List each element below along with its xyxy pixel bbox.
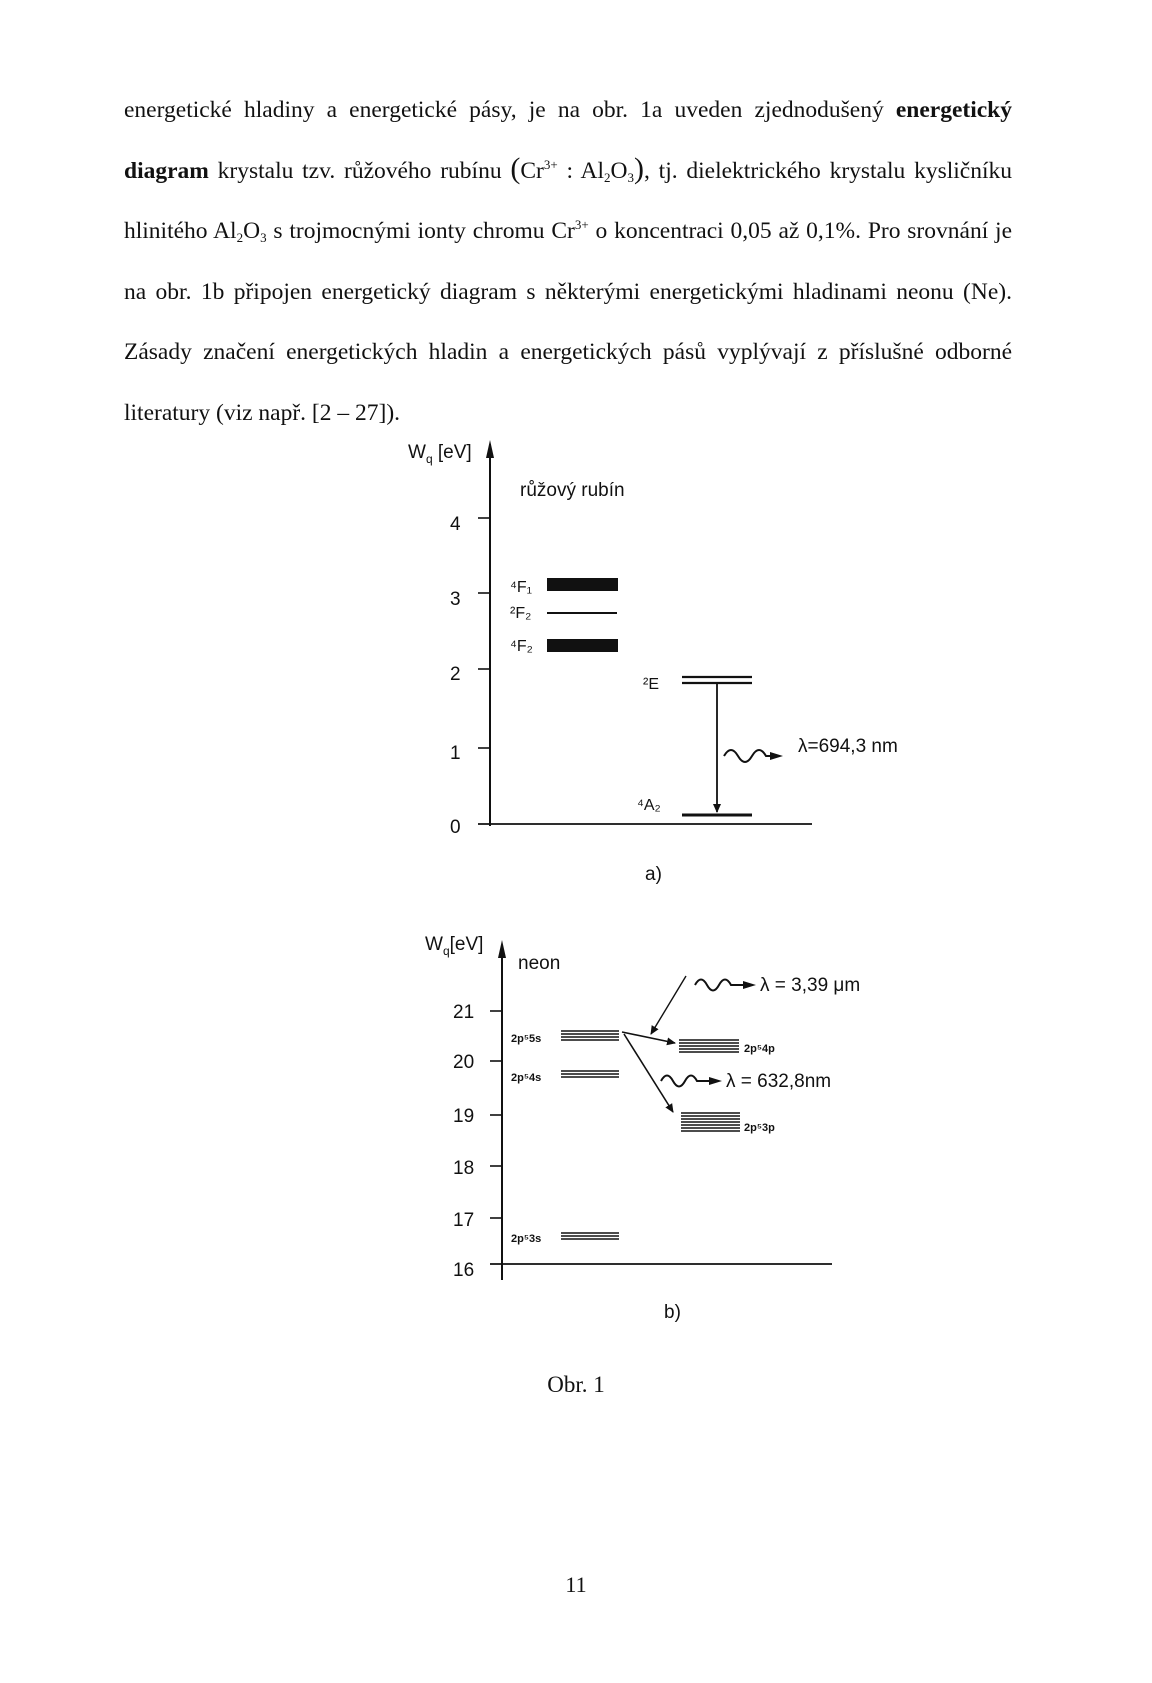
figure-sublabel-a: a) [645,864,662,885]
tick-label: 18 [453,1158,475,1179]
tick-label: 0 [450,817,461,838]
emission-wave-icon [724,750,772,762]
level-label-2F2: ²F₂ [510,605,532,622]
bold-term: energetický diagram [124,97,1012,184]
emission-label-b1: λ = 3,39 μm [760,975,861,996]
figure-sublabel-b: b) [664,1302,681,1323]
text-run: o koncentraci 0,05 až 0,1%. Pro srovnání je na obr. 1b připojen energetický diagram s některými energetickými hladinami neonu (Ne). Zásady značení energetických hladin a energetických pásů vyplývají z příslušné odborné literatury (viz např. [124,218,1013,426]
tick-label: 21 [453,1002,475,1023]
emission-arrow-icon [743,981,756,989]
tick-label: 17 [453,1210,475,1231]
emission-label-b2: λ = 632,8nm [726,1071,832,1092]
ruby-formula: ($Cr^{3+}$ : $Al_2O_3$) [510,151,644,185]
reference: [2 – 27] [311,399,387,426]
transition-arrow-5s-3p [624,1034,673,1112]
level-2p54p-band [679,1040,739,1052]
y-ticks [490,1011,502,1218]
tick-label: 20 [453,1052,475,1073]
axis-label-b: $W_q[eV]$ [425,934,484,958]
diagram-title-a: růžový rubín [520,480,625,501]
level-4F2-band [547,639,618,652]
text-run: krystalu tzv. růžového rubínu [208,157,511,184]
axis-label-a: $W_q$ [eV] [408,442,472,466]
level-label-2p53s: 2p⁵3s [511,1233,542,1245]
emission-label-a: λ=694,3 nm [798,736,898,757]
diagram-title-b: neon [518,953,561,974]
level-4F1-band [547,578,618,591]
level-label-4F2: ⁴F₂ [510,638,533,655]
level-label-2p54p: 2p⁵4p [744,1043,775,1055]
level-label-2E: ²E [643,676,659,693]
tick-label: 1 [450,743,461,764]
text-run: ). [386,399,401,426]
transition-arrow-5s-4p [622,1032,675,1043]
level-2p55s-band [561,1031,619,1040]
level-label-4A2: ⁴A₂ [637,797,661,814]
y-axis-arrow-icon [486,440,494,458]
level-label-2p55s: 2p⁵5s [511,1033,542,1045]
figure-a-labels [408,442,898,885]
emission-arrow-icon [709,1077,722,1085]
emission-wave-icon [661,1076,711,1087]
text-run: s trojmocnými ionty chromu [266,218,552,244]
level-label-2p54s: 2p⁵4s [511,1072,542,1084]
tick-label: 4 [450,514,461,535]
tick-label: 19 [453,1106,475,1127]
y-axis-arrow-icon [498,940,506,958]
level-2p53s-band [561,1233,619,1239]
figure-caption: Obr. 1 [547,1372,605,1397]
pointer-arrow [651,976,686,1034]
y-ticks [478,518,490,748]
emission-wave-icon [695,980,745,991]
chromium-ion: $Cr^{3+}$ [551,217,589,244]
tick-label: 3 [450,589,461,610]
level-2p53p-band [681,1113,740,1131]
tick-label: 16 [453,1260,475,1281]
page-number: 11 [565,1572,587,1597]
level-2p54s-band [561,1071,619,1077]
level-label-4F1: ⁴F₁ [510,579,533,596]
text-run: energetické hladiny a energetické pásy, je na obr. 1a uveden zjednodušený [124,97,896,123]
level-label-2p53p: 2p⁵3p [744,1122,775,1134]
text-run: , tj. dielektrického krystalu kysličníku hlinitého [124,157,1012,244]
tick-label: 2 [450,664,461,685]
emission-arrow-icon [770,752,783,760]
alumina-formula: $Al_2O_3$ [213,218,267,245]
